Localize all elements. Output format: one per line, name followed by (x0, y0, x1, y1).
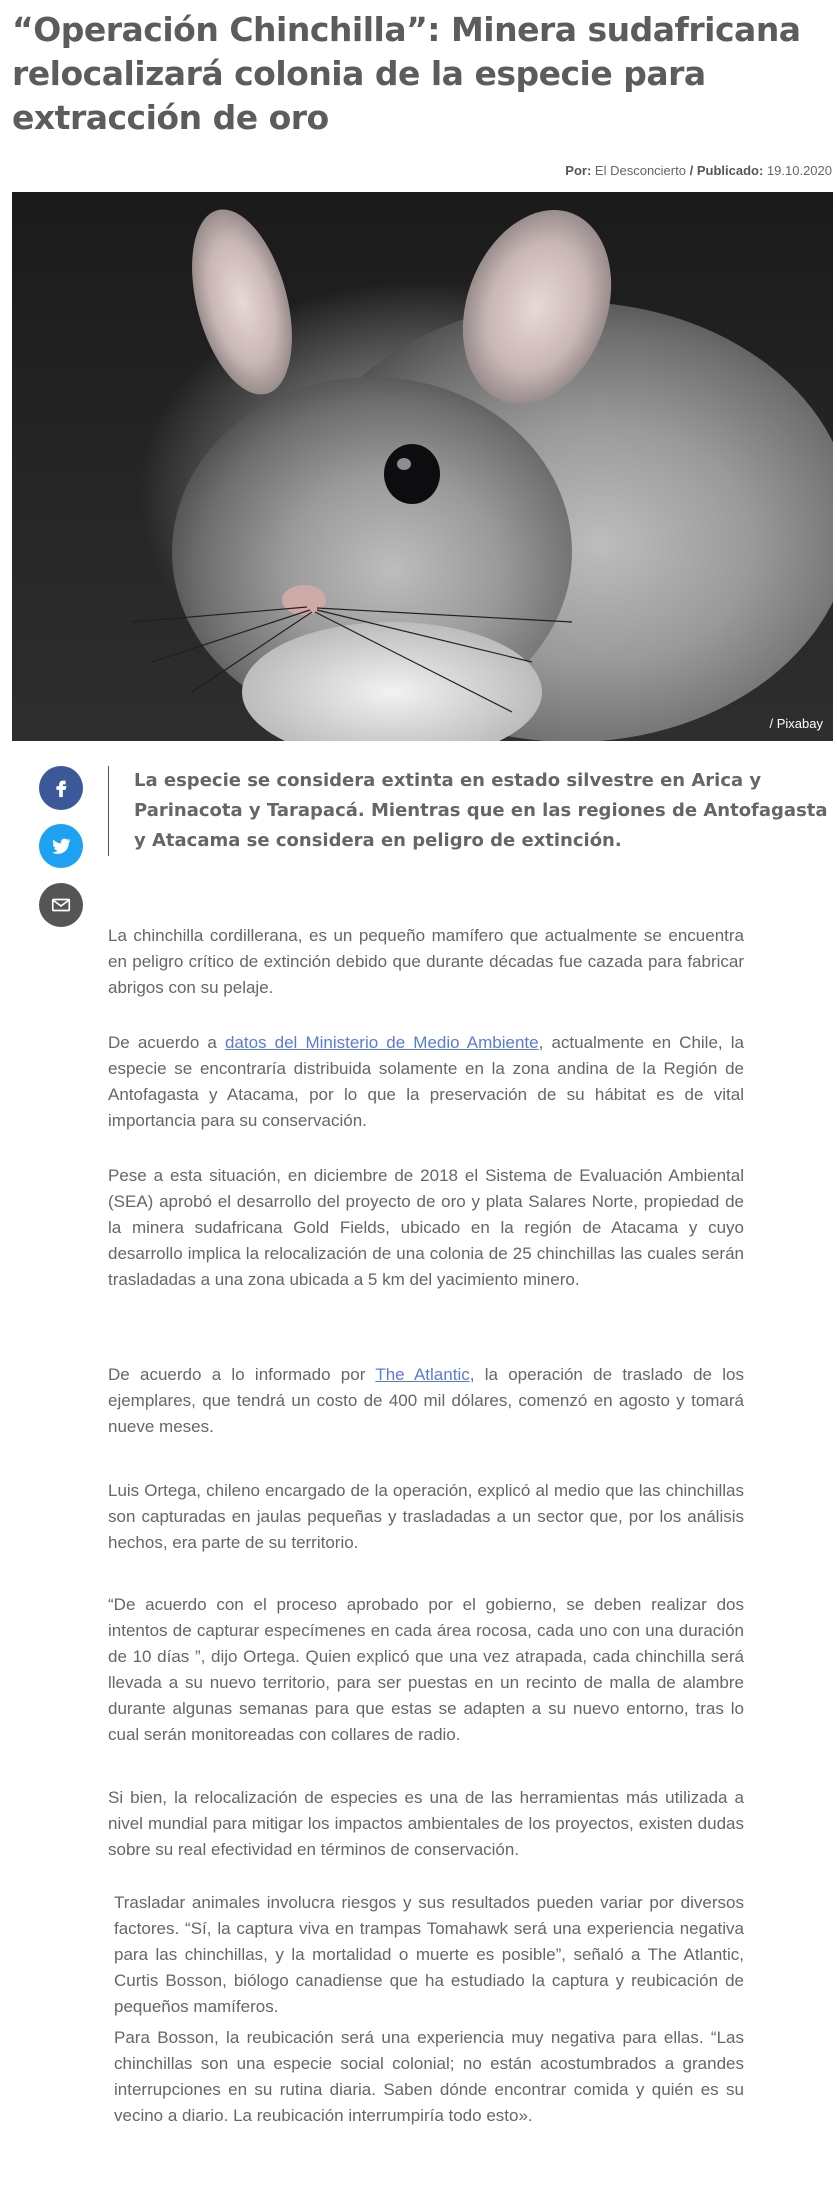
hero-image (12, 192, 833, 741)
byline-author[interactable]: El Desconcierto (594, 163, 686, 178)
byline-by-label: Por: (565, 163, 592, 178)
paragraph: Pese a esta situación, en diciembre de 2018 el Sistema de Evaluación Ambiental (SEA) aprobó el desarrollo del proyecto de oro y plata Salares Norte, propiedad de la minera sudafricana Gold Fields, ubicado en la región de Atacama y cuyo desarrollo implica la relocalización de una colonia de 25 chinchillas las cuales serán trasladadas a una zona ubicada a 5 km del yacimiento minero. (108, 1166, 744, 1289)
link-ministerio[interactable]: datos del Ministerio de Medio Ambiente (224, 1033, 539, 1052)
byline-date: 19.10.2020 (766, 163, 832, 178)
paragraph-text: De acuerdo a (108, 1033, 225, 1052)
paragraph: “De acuerdo con el proceso aprobado por el gobierno, se deben realizar dos intentos de capturar especímenes en cada área rocosa, cada uno con una duración de 10 días ”, dijo Ortega. Quien explicó que una vez atrapada, cada chinchilla será llevada a su nuevo territorio, para ser puestas en un recinto de malla de alambre durante algunas semanas para que estas se adapten a su nuevo entorno, tras lo cual serán monitoreadas con collares de radio. (108, 1595, 744, 1744)
chinchilla-illustration (12, 192, 833, 741)
paragraph (108, 1030, 744, 1134)
paragraph-text: , la operación de traslado de los ejemplares, que tendrá un costo de 400 mil dólares, comenzó en agosto y tomará nueve meses. (108, 1365, 744, 1436)
byline-published-label: Publicado: (696, 163, 764, 178)
share-facebook-button[interactable] (39, 766, 83, 810)
share-twitter-button[interactable] (39, 824, 83, 868)
share-email-button[interactable] (39, 883, 83, 927)
byline-separator: / (689, 163, 694, 178)
paragraph: Luis Ortega, chileno encargado de la operación, explicó al medio que las chinchillas son capturadas en jaulas pequeñas y trasladadas a un sector que, por los análisis hechos, era parte de su territorio. (108, 1481, 744, 1552)
article-lead: La especie se considera extinta en estado silvestre en Arica y Parinacota y Tarapacá. Mientras que en las regiones de Antofagasta y Atacama se considera en peligro de extinción. (108, 766, 828, 856)
paragraph: La chinchilla cordillerana, es un pequeño mamífero que actualmente se encuentra en peligro crítico de extinción debido que durante décadas fue cazada para fabricar abrigos con su pelaje. (108, 926, 744, 997)
facebook-icon (50, 777, 72, 799)
photo-credit: / Pixabay (769, 716, 823, 731)
article-byline (565, 163, 832, 178)
link-the-atlantic[interactable]: The Atlantic (375, 1365, 470, 1384)
twitter-icon (50, 835, 72, 857)
paragraph: Para Bosson, la reubicación será una experiencia muy negativa para ellas. “Las chinchillas son una especie social colonial; no están acostumbrados a grandes interrupciones en su rutina diaria. Saben dónde encontrar comida y quién es su vecino a diario. La reubicación interrumpiría todo esto». (114, 2028, 744, 2125)
paragraph: Trasladar animales involucra riesgos y sus resultados pueden variar por diversos factores. “Sí, la captura viva en trampas Tomahawk será una experiencia negativa para las chinchillas, y la mortalidad o muerte es posible”, señaló a The Atlantic, Curtis Bosson, biólogo canadiense que ha estudiado la captura y reubicación de pequeños mamíferos. (114, 1893, 744, 2016)
paragraph: Si bien, la relocalización de especies es una de las herramientas más utilizada a nivel mundial para mitigar los impactos ambientales de los proyectos, existen dudas sobre su real efectividad en términos de conservación. (108, 1788, 744, 1859)
paragraph-text: , actualmente en Chile, la especie se encontraría distribuida solamente en la zona andina de la Región de Antofagasta y Atacama, por lo que la preservación de su hábitat es de vital importancia para su conservación. (108, 1033, 744, 1130)
paragraph-text: De acuerdo a lo informado por (108, 1365, 376, 1384)
email-icon (50, 894, 72, 916)
article-title: “Operación Chinchilla”: Minera sudafricana relocalizará colonia de la especie para extracción de oro (12, 10, 801, 137)
paragraph (108, 1362, 744, 1440)
